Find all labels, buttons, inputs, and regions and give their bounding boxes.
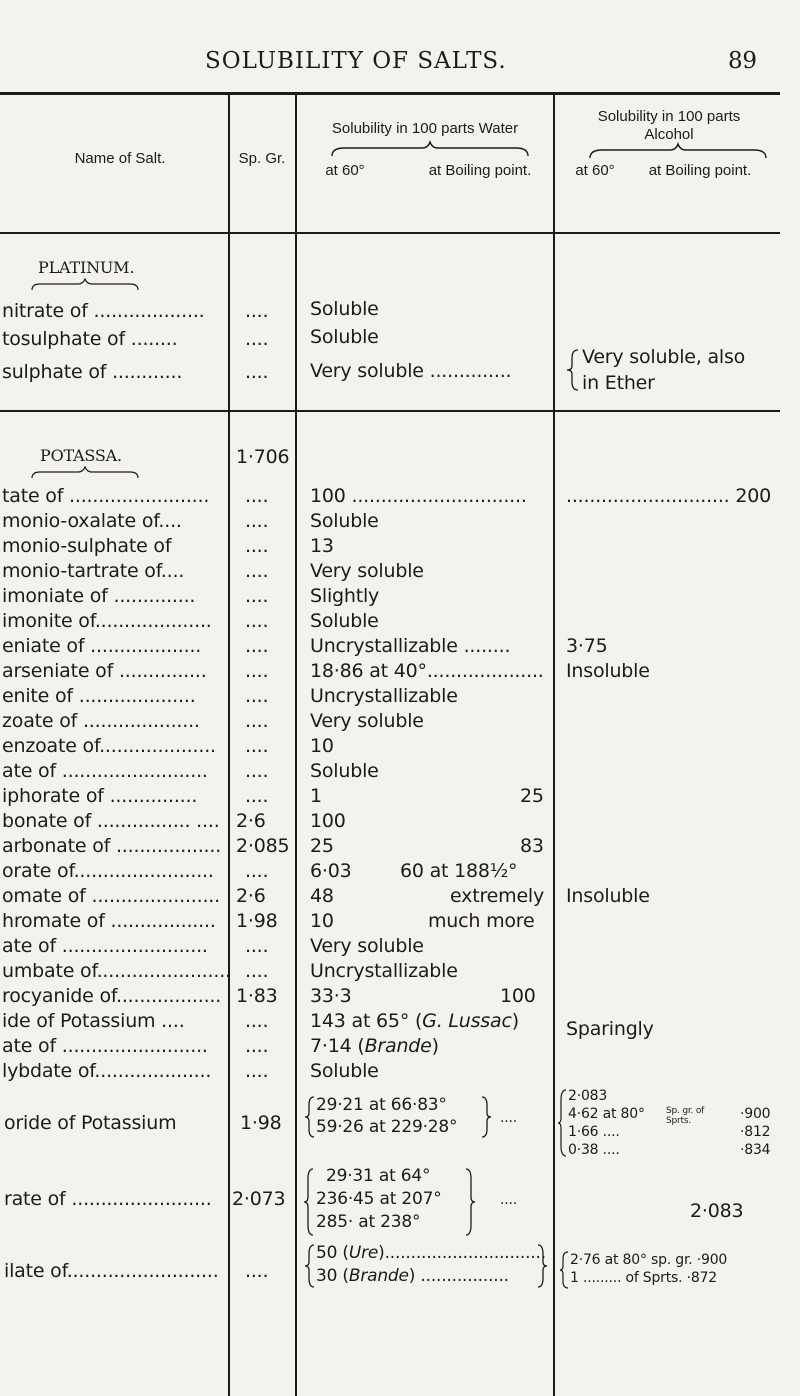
potassa-row-water: 13: [310, 535, 334, 557]
potassa-row-name: ate of .........................: [2, 760, 208, 782]
potassa-row-name: enzoate of....................: [2, 735, 216, 757]
chlorate-water-brace-right: [464, 1167, 476, 1237]
potassa-row-name: orate of........................: [2, 860, 214, 882]
potassa-row-sp: ....: [245, 635, 269, 657]
potassa-row-name: monio-oxalate of....: [2, 510, 182, 532]
potassa-row-water: Uncrystallizable ........: [310, 635, 511, 657]
potassa-row-water: Soluble: [310, 610, 379, 632]
potassa-row-name: iphorate of ...............: [2, 785, 198, 807]
potassa-row-water: 6·03: [310, 860, 352, 882]
potassa-row-water-close: ): [431, 1035, 439, 1057]
potassa-row-sp: 2·085: [236, 835, 290, 857]
potassa-row-name: zoate of ....................: [2, 710, 200, 732]
potassa-row-sp: ....: [245, 735, 269, 757]
chloride-alcohol-spirit-value: ·900: [740, 1106, 771, 1122]
potassa-row-water: 100 ..............................: [310, 485, 527, 507]
potassa-row-water: [310, 1010, 519, 1032]
platinum-row-name: tosulphate of ........: [2, 328, 178, 350]
potassa-row-sp: ....: [245, 785, 269, 807]
potassa-row-name: umbate of.......................: [2, 960, 231, 982]
potassa-row-sp: ....: [245, 860, 269, 882]
potassa-row-name: arseniate of ...............: [2, 660, 207, 682]
potassa-row-water: Uncrystallizable: [310, 960, 458, 982]
chlorate-row-name: rate of ........................: [4, 1188, 212, 1210]
header-bottom-rule: [0, 232, 780, 234]
oxalate-row-name: ilate of..........................: [4, 1260, 219, 1282]
potassa-row-water: 1: [310, 785, 322, 807]
chloride-alcohol-value: 2·083: [568, 1088, 608, 1104]
header-water-title: Solubility in 100 parts Water: [331, 120, 519, 137]
chlorate-alcohol: 2·083: [690, 1200, 744, 1222]
platinum-row-water: Soluble: [310, 298, 379, 320]
potassa-row-name: eniate of ...................: [2, 635, 202, 657]
potassa-row-water: Very soluble: [310, 710, 424, 732]
chlorate-water-line: 236·45 at 207°: [316, 1189, 442, 1209]
chloride-water-line: 59·26 at 229·28°: [316, 1117, 458, 1137]
chlorate-water-line: 285· at 238°: [316, 1212, 421, 1232]
potassa-row-water: Soluble: [310, 760, 379, 782]
platinum-row-name: sulphate of ............: [2, 361, 183, 383]
potassa-row-sp: ....: [245, 660, 269, 682]
potassa-row-sp: ....: [245, 760, 269, 782]
potassa-row-water: 48: [310, 885, 334, 907]
platinum-row-name: nitrate of ...................: [2, 300, 205, 322]
oxalate-water-close: ) .................: [408, 1266, 509, 1286]
potassa-row-alcohol: ............................ 200: [566, 485, 772, 507]
oxalate-water-brace-left: [304, 1243, 316, 1289]
col-rule-3: [553, 92, 555, 1396]
potassa-row-name: tate of ........................: [2, 485, 210, 507]
potassa-row-water: 10: [310, 910, 334, 932]
potassa-row-name: hromate of ..................: [2, 910, 216, 932]
header-alcohol-sub2: at Boiling point.: [648, 162, 752, 179]
oxalate-water-value: 50 (: [316, 1243, 349, 1263]
potassa-row-sp: ....: [245, 560, 269, 582]
col-rule-2: [295, 92, 297, 1396]
potassa-row-name: imonite of....................: [2, 610, 212, 632]
chloride-water-brace-right: [480, 1095, 492, 1139]
oxalate-alcohol-line: 2·76 at 80° sp. gr. ·900: [570, 1252, 728, 1268]
header-water-sub2: at Boiling point.: [428, 162, 532, 179]
potassa-row-sp: 2·6: [236, 885, 266, 907]
platinum-row-sp: ....: [245, 328, 269, 350]
chloride-alcohol-value: 0·38 ....: [568, 1142, 620, 1158]
potassa-row-sp: ....: [245, 960, 269, 982]
potassa-row-water: 10: [310, 735, 334, 757]
potassa-row-sp: 1·98: [236, 910, 278, 932]
potassa-row-water: Soluble: [310, 1060, 379, 1082]
potassa-row-water: Very soluble: [310, 560, 424, 582]
potassa-row-alcohol: Insoluble: [566, 885, 650, 907]
potassa-row-sp: ....: [245, 585, 269, 607]
potassa-row-name: ate of .........................: [2, 935, 208, 957]
potassa-row-name: ate of .........................: [2, 1035, 208, 1057]
potassa-row-water-close: ): [511, 1010, 519, 1032]
running-title: SOLUBILITY OF SALTS.: [205, 48, 507, 74]
chlorate-water-dots: ....: [500, 1192, 518, 1208]
potassa-row-water-b: 60 at 188½°: [400, 860, 518, 882]
chloride-row-sp: 1·98: [240, 1112, 282, 1134]
potassa-row-name: bonate of ................ ....: [2, 810, 220, 832]
chlorate-water-brace-left: [303, 1167, 315, 1237]
chloride-alcohol-spirit-value: ·834: [740, 1142, 771, 1158]
chloride-row-name: oride of Potassium: [4, 1112, 177, 1134]
potassa-row-water: Very soluble: [310, 935, 424, 957]
section-heading-platinum: PLATINUM.: [38, 258, 135, 277]
platinum-row-sp: ....: [245, 300, 269, 322]
alcohol-brace: [588, 142, 768, 164]
oxalate-water-close: )...............................: [378, 1243, 546, 1263]
potassa-row-water-citation: Brande: [364, 1035, 432, 1057]
potassa-row-water: 25: [310, 835, 334, 857]
platinum-row-sp: ....: [245, 361, 269, 383]
potassa-row-sp: ....: [245, 710, 269, 732]
header-name: Name of Salt.: [74, 150, 166, 167]
oxalate-row-sp: ....: [245, 1260, 269, 1282]
potassa-row-name: monio-tartrate of....: [2, 560, 185, 582]
chloride-alcohol-brace: [557, 1088, 567, 1158]
chlorate-row-sp: 2·073: [232, 1188, 286, 1210]
platinum-bottom-rule: [0, 410, 780, 412]
chloride-alcohol-value: 4·62 at 80°: [568, 1106, 645, 1122]
potassa-row-alcohol: Sparingly: [566, 1018, 654, 1040]
potassa-row-water: Soluble: [310, 510, 379, 532]
oxalate-water-line: [316, 1266, 509, 1286]
oxalate-water-citation: Ure: [348, 1243, 379, 1263]
potassa-row-water: 100: [310, 810, 346, 832]
potassa-row-name: ide of Potassium ....: [2, 1010, 185, 1032]
oxalate-alcohol-line: 1 ......... of Sprts. ·872: [570, 1270, 717, 1286]
header-water-sub1: at 60°: [325, 162, 365, 179]
top-rule: [0, 92, 780, 95]
potassa-row-sp: ....: [245, 685, 269, 707]
potassa-row-sp: ....: [245, 610, 269, 632]
potassa-row-water-b: extremely: [450, 885, 545, 907]
potassa-row-water-b: 100: [500, 985, 536, 1007]
potassa-row-sp: 1·83: [236, 985, 278, 1007]
platinum-row-alcohol: in Ether: [582, 372, 655, 394]
water-brace: [330, 140, 530, 162]
potassa-row-sp: ....: [245, 485, 269, 507]
page-number: 89: [728, 48, 757, 74]
potassa-row-name: arbonate of ..................: [2, 835, 222, 857]
potassa-row-name: enite of ....................: [2, 685, 196, 707]
potassa-row-water: Uncrystallizable: [310, 685, 458, 707]
potassa-row-name: monio-sulphate of: [2, 535, 172, 557]
potassa-row-water: 33·3: [310, 985, 352, 1007]
platinum-row-alcohol: Very soluble, also: [582, 346, 746, 368]
potassa-row-water-b: 25: [520, 785, 544, 807]
potassa-row-water: Slightly: [310, 585, 380, 607]
oxalate-water-brace-right: [536, 1243, 548, 1289]
potassa-row-water-citation: G. Lussac: [422, 1010, 512, 1032]
chlorate-water-line: 29·31 at 64°: [326, 1166, 431, 1186]
chloride-water-line: 29·21 at 66·83°: [316, 1095, 447, 1115]
potassa-row-name: omate of ......................: [2, 885, 220, 907]
potassa-row-name: imoniate of ..............: [2, 585, 196, 607]
potassa-row-water: 18·86 at 40°....................: [310, 660, 544, 682]
chloride-alcohol-spirit-value: ·812: [740, 1124, 771, 1140]
col-rule-1: [228, 92, 230, 1396]
potassa-row-name: lybdate of....................: [2, 1060, 212, 1082]
chloride-water-brace-left: [304, 1095, 316, 1139]
chloride-alcohol-value: 1·66 ....: [568, 1124, 620, 1140]
potassa-row-sp: ....: [245, 1035, 269, 1057]
platinum-row-water: Very soluble ..............: [310, 360, 512, 382]
potassa-row-sp: ....: [245, 1060, 269, 1082]
section-heading-potassa: POTASSA.: [40, 446, 122, 465]
potassa-row-sp: ....: [245, 535, 269, 557]
chloride-alcohol-spirit-label: Sp. gr. of Sprts.: [666, 1106, 705, 1126]
potassa-row-alcohol: Insoluble: [566, 660, 650, 682]
potassa-row-water-b: 83: [520, 835, 544, 857]
header-alcohol-sub1: at 60°: [575, 162, 615, 179]
potassa-heading-brace: [30, 466, 140, 480]
oxalate-water-citation: Brande: [348, 1266, 409, 1286]
oxalate-water-value: 30 (: [316, 1266, 349, 1286]
chloride-water-dots: ....: [500, 1110, 518, 1126]
potassa-row-water-text: 143 at 65° (: [310, 1010, 423, 1032]
potassa-row-sp: ....: [245, 1010, 269, 1032]
potassa-row-name: rocyanide of..................: [2, 985, 222, 1007]
potassa-row-water: [310, 1035, 439, 1057]
oxalate-water-line: [316, 1243, 546, 1263]
potassa-row-water-text: 7·14 (: [310, 1035, 365, 1057]
header-alcohol-title: Solubility in 100 parts Alcohol: [597, 108, 741, 143]
header-sp-gr: Sp. Gr.: [238, 150, 286, 167]
platinum-heading-brace: [30, 278, 140, 292]
platinum-row-water: Soluble: [310, 326, 379, 348]
potassa-row-sp: 2·6: [236, 810, 266, 832]
potassa-row-sp: ....: [245, 935, 269, 957]
potassa-row-alcohol: 3·75: [566, 635, 608, 657]
oxalate-alcohol-brace: [559, 1250, 569, 1290]
potassa-row-sp: ....: [245, 510, 269, 532]
potassa-heading-sp: 1·706: [236, 446, 290, 468]
potassa-row-water-b: much more: [428, 910, 535, 932]
platinum-alcohol-brace: [566, 348, 580, 392]
